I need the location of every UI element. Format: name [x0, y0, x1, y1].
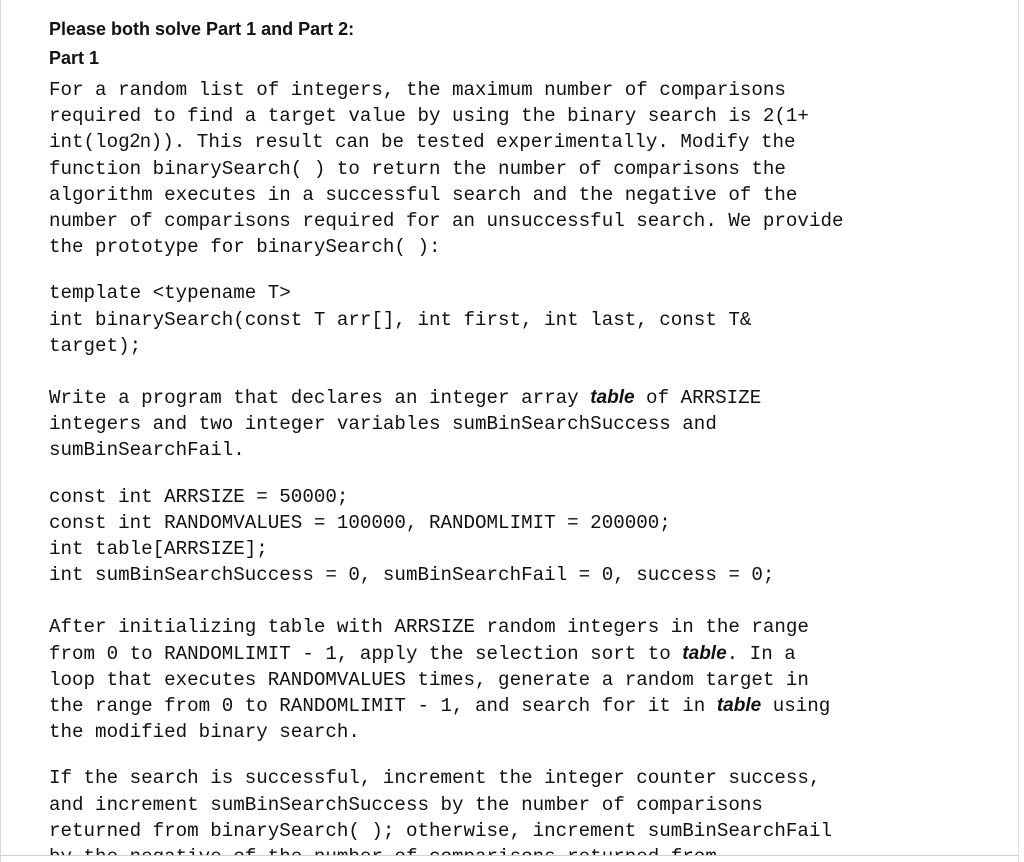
document-content: [49, 14, 989, 862]
p3-emphasis-table-2: table: [716, 695, 762, 717]
paragraph-procedure: [49, 614, 989, 745]
const-line-3: int table[ARRSIZE];: [49, 538, 268, 561]
p1-line-5: algorithm executes in a successful search and the negative of the: [49, 183, 798, 206]
proto-line-3: target);: [49, 334, 142, 357]
const-line-4: int sumBinSearchSuccess = 0, sumBinSearchFail = 0, success = 0;: [49, 564, 775, 587]
p3-line-5: the modified binary search.: [49, 721, 360, 744]
p1-line-3c: )). This result can be tested experimentally. Modify the: [150, 131, 796, 154]
p3-line-3: loop that executes RANDOMVALUES times, generate a random target in: [49, 668, 809, 691]
p2-line-1b: of ARRSIZE: [634, 387, 762, 410]
p3-line-2a: from 0 to RANDOMLIMIT - 1, apply the selection sort to: [49, 642, 683, 665]
p2-line-3: sumBinSearchFail.: [49, 439, 245, 462]
p3-line-4b: using: [761, 695, 831, 718]
p3-line-4a: the range from 0 to RANDOMLIMIT - 1, and search for it in: [49, 695, 717, 718]
proto-line-1: template <typename T>: [49, 282, 291, 305]
p2-emphasis-table: table: [590, 387, 635, 409]
part-heading: Part 1: [49, 48, 100, 68]
p1-line-3-log-arg: 2n: [129, 131, 151, 153]
p4-line-3: returned from binarySearch( ); otherwise, increment sumBinSearchFail: [49, 819, 832, 842]
p3-line-2b: . In a: [726, 642, 796, 665]
paragraph-counting: [49, 765, 989, 862]
p2-line-1a: Write a program that declares an integer array: [49, 387, 591, 410]
p1-line-1: For a random list of integers, the maximum number of comparisons: [49, 79, 786, 101]
constants-code-block: [49, 484, 989, 589]
const-line-1: const int ARRSIZE = 50000;: [49, 485, 349, 508]
document-title: Please both solve Part 1 and Part 2:: [49, 19, 355, 39]
p1-line-2: required to find a target value by using the binary search is 2(1+: [49, 105, 809, 128]
paragraph-problem-statement: [49, 77, 989, 260]
p4-line-2: and increment sumBinSearchSuccess by the number of comparisons: [49, 793, 763, 816]
p3-emphasis-table-1: table: [682, 642, 727, 664]
p4-line-1: If the search is successful, increment the integer counter success,: [49, 767, 821, 790]
prototype-code-block: [49, 280, 989, 359]
p2-line-2: integers and two integer variables sumBinSearchSuccess and: [49, 413, 717, 436]
proto-line-2: int binarySearch(const T arr[], int first, int last, const T&: [49, 308, 752, 331]
page-bottom-edge: [1, 855, 1018, 862]
p1-line-6: number of comparisons required for an unsuccessful search. We provide: [49, 210, 844, 233]
p1-line-4: function binarySearch( ) to return the number of comparisons the: [49, 157, 786, 180]
p3-line-1: After initializing table with ARRSIZE random integers in the range: [49, 616, 809, 639]
p1-line-7: the prototype for binarySearch( ):: [49, 236, 441, 259]
const-line-2: const int RANDOMVALUES = 100000, RANDOMLIMIT = 200000;: [49, 511, 671, 534]
p1-line-3a: int(log: [49, 131, 130, 154]
paragraph-declarations: [49, 385, 989, 464]
